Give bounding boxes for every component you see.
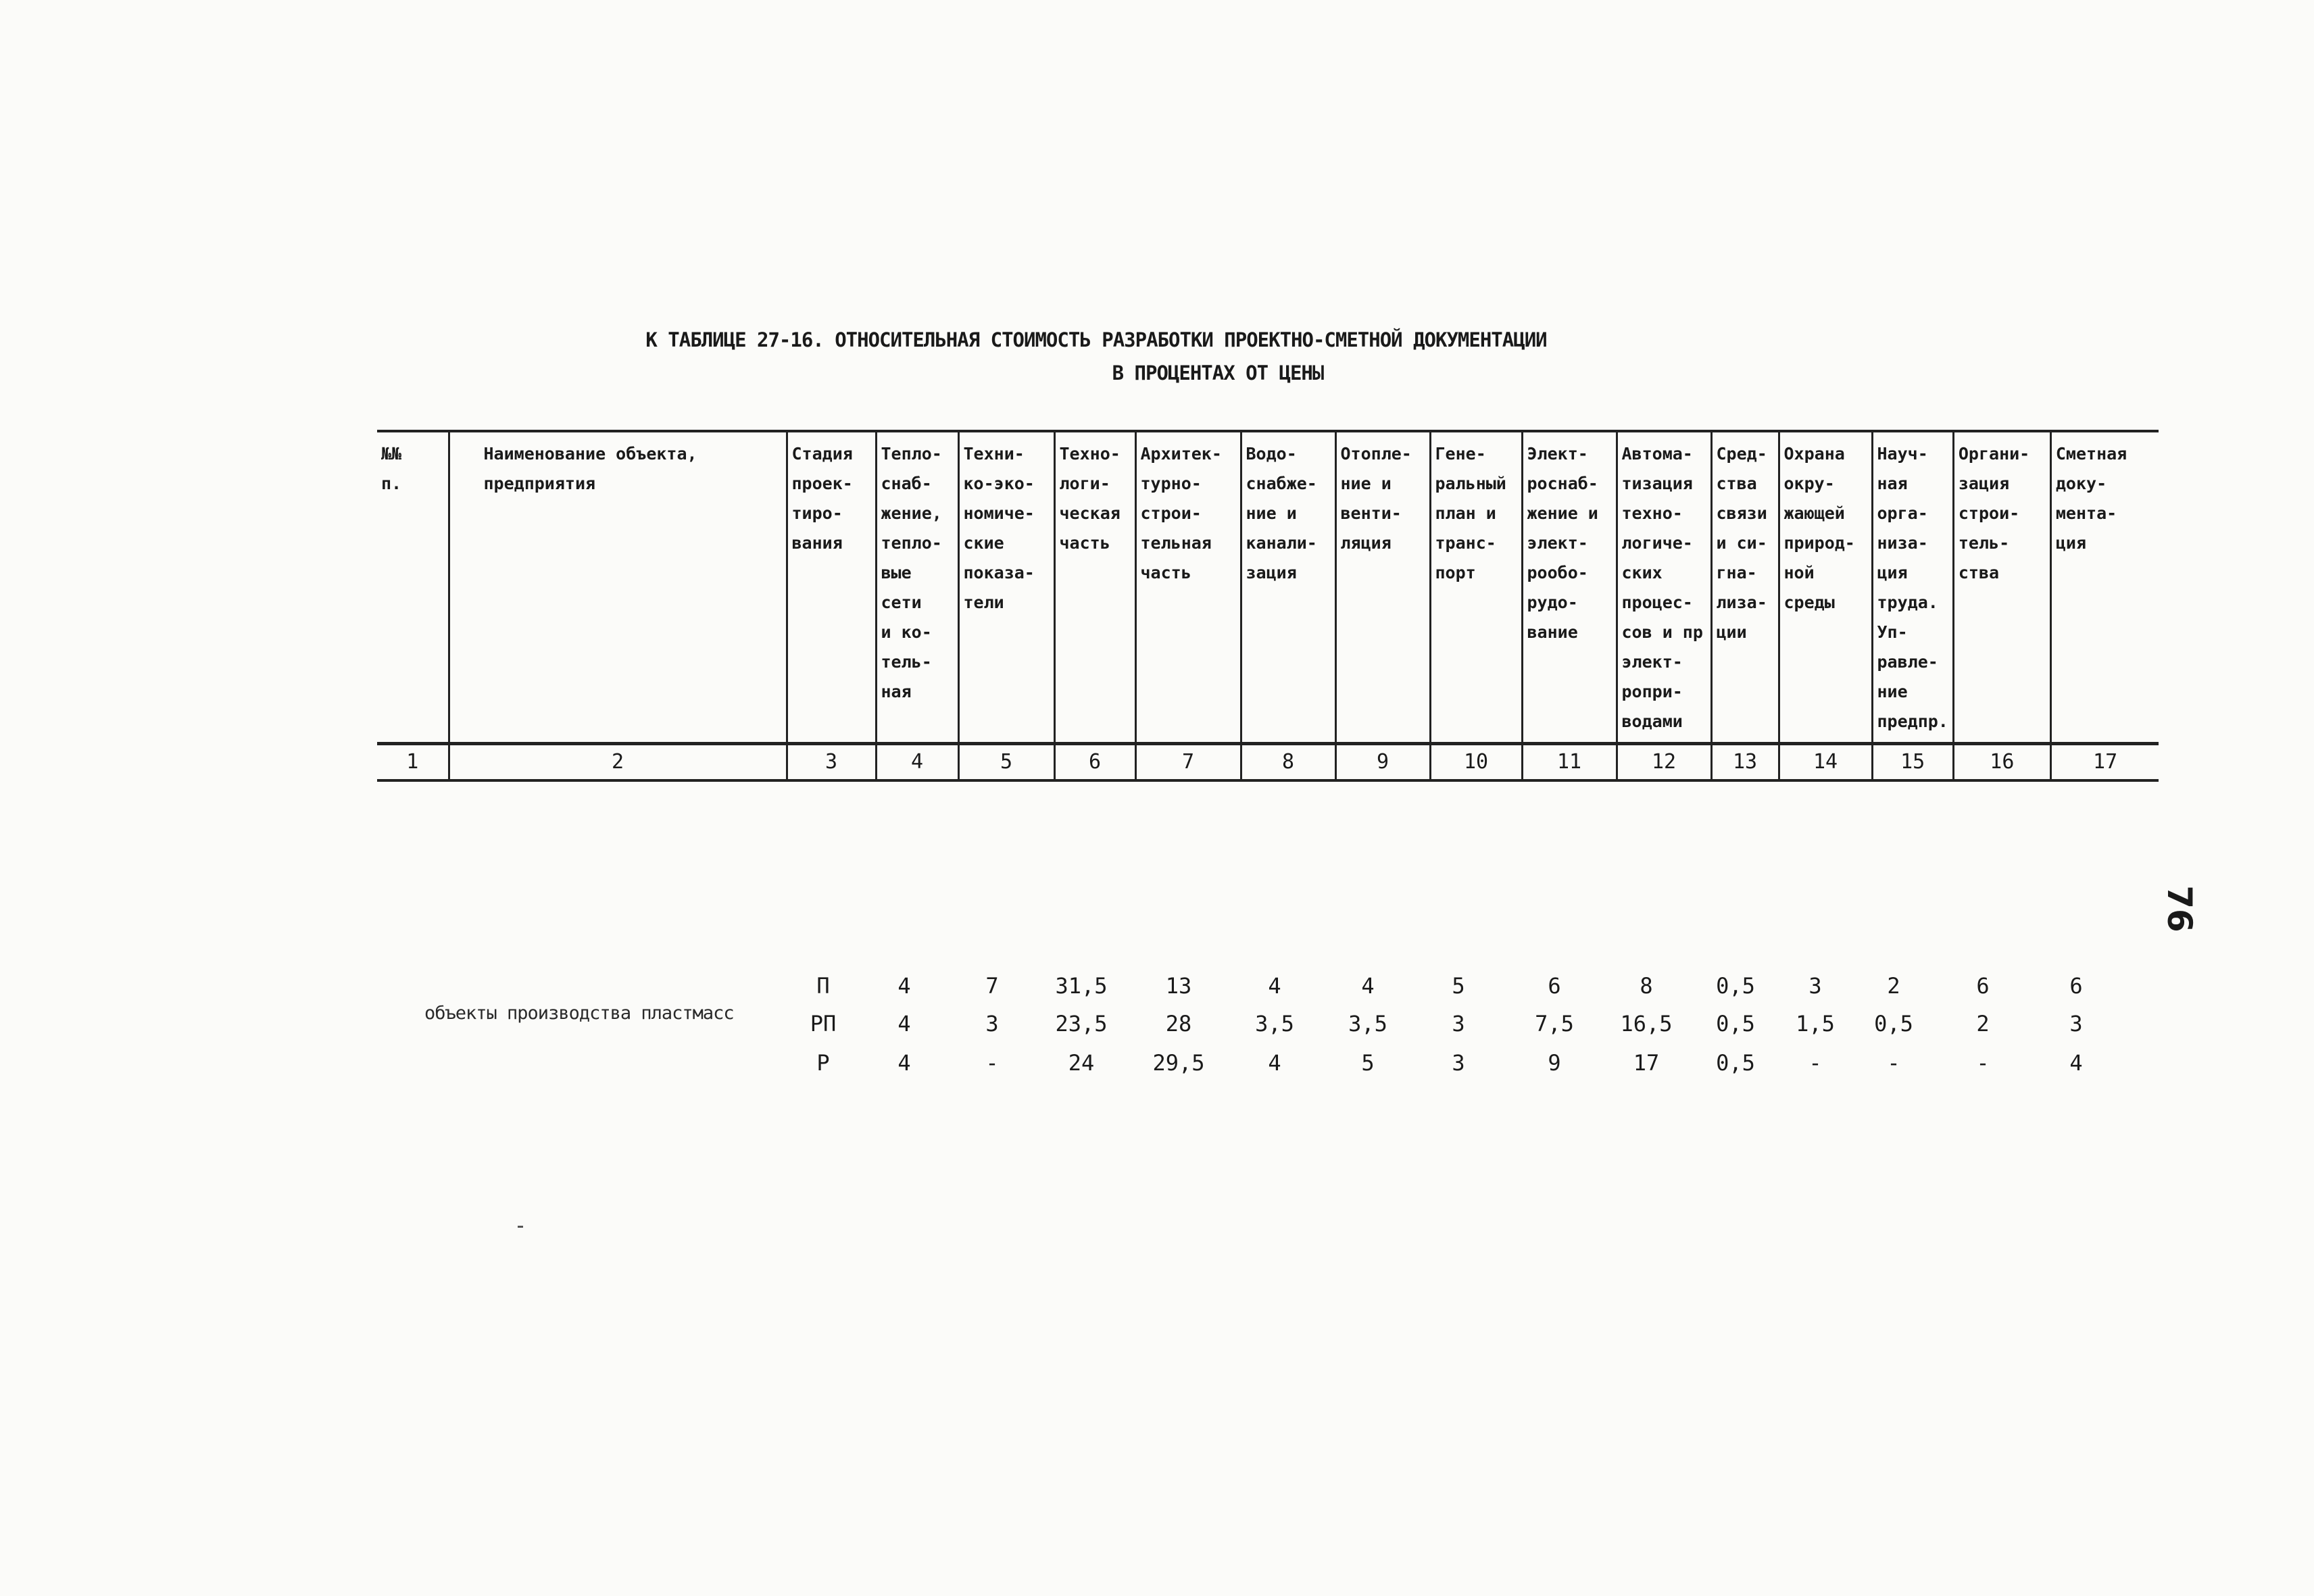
value-cell: -	[1887, 1050, 1900, 1076]
column-number-4: 4	[876, 744, 958, 781]
column-header-4: Тепло- снаб- жение, тепло- вые сети и ко- тель- ная	[876, 431, 958, 744]
column-header-7: Архитек- турно- строи- тельная часть	[1135, 431, 1241, 744]
value-cell: 5	[1452, 973, 1465, 999]
column-number-15: 15	[1872, 744, 1953, 781]
column-number-17: 17	[2050, 744, 2159, 781]
header-table	[377, 430, 2159, 782]
column-number-9: 9	[1335, 744, 1430, 781]
value-cell: 2	[1887, 973, 1900, 999]
column-number-13: 13	[1711, 744, 1779, 781]
column-header-8: Водо- снабже- ние и канали- зация	[1241, 431, 1335, 744]
column-number-1: 1	[377, 744, 449, 781]
column-header-17: Сметная доку- мента- ция	[2050, 431, 2159, 744]
value-cell: 23,5	[1055, 1011, 1108, 1037]
value-cell: 4	[1268, 973, 1281, 999]
value-cell: 2	[1976, 1011, 1990, 1037]
column-number-6: 6	[1054, 744, 1135, 781]
value-cell: 9	[1548, 1050, 1561, 1076]
value-cell: 0,5	[1716, 1011, 1755, 1037]
value-cell: 4	[897, 973, 911, 999]
column-headers-row	[377, 431, 2159, 744]
value-cell: 3	[2069, 1011, 2083, 1037]
value-cell: 28	[1165, 1011, 1192, 1037]
stage-cell: Р	[816, 1050, 830, 1076]
column-numbers-row	[377, 744, 2159, 781]
column-number-7: 7	[1135, 744, 1241, 781]
column-header-14: Охрана окру- жающей природ- ной среды	[1779, 431, 1872, 744]
value-cell: 31,5	[1055, 973, 1108, 999]
value-cell: 3	[1452, 1011, 1465, 1037]
table-row	[0, 973, 2314, 1000]
value-cell: 3	[1452, 1050, 1465, 1076]
value-cell: 6	[2069, 973, 2083, 999]
value-cell: 3,5	[1255, 1011, 1294, 1037]
value-cell: 4	[2069, 1050, 2083, 1076]
page-number: 76	[2159, 885, 2199, 932]
column-header-1: №№ п.	[377, 431, 449, 744]
table-subtitle: В ПРОЦЕНТАХ ОТ ЦЕНЫ	[1112, 361, 1324, 384]
value-cell: 1,5	[1796, 1011, 1835, 1037]
column-header-16: Органи- зация строи- тель- ства	[1953, 431, 2050, 744]
table-title: К ТАБЛИЦЕ 27-16. ОТНОСИТЕЛЬНАЯ СТОИМОСТЬ РАЗРАБОТКИ ПРОЕКТНО-СМЕТНОЙ ДОКУМЕНТАЦИИ	[645, 328, 1547, 351]
value-cell: 4	[897, 1050, 911, 1076]
column-header-2: Наименование объекта, предприятия	[449, 431, 787, 744]
value-cell: 4	[1361, 973, 1375, 999]
value-cell: 17	[1633, 1050, 1660, 1076]
value-cell: 6	[1548, 973, 1561, 999]
table-row	[0, 1050, 2314, 1077]
column-header-9: Отопле- ние и венти- ляция	[1335, 431, 1430, 744]
value-cell: 7	[985, 973, 999, 999]
value-cell: 0,5	[1716, 973, 1755, 999]
column-header-3: Стадия проек- тиро- вания	[787, 431, 876, 744]
value-cell: -	[1976, 1050, 1990, 1076]
column-number-2: 2	[449, 744, 787, 781]
value-cell: 0,5	[1874, 1011, 1913, 1037]
column-header-12: Автома- тизация техно- логиче- ских процес- сов и пр элект- ропри- водами	[1617, 431, 1711, 744]
value-cell: -	[985, 1050, 999, 1076]
column-header-15: Науч- ная орга- низа- ция труда. Уп- равле- ние предпр.	[1872, 431, 1953, 744]
value-cell: 4	[897, 1011, 911, 1037]
value-cell: 4	[1268, 1050, 1281, 1076]
value-cell: 5	[1361, 1050, 1375, 1076]
column-number-3: 3	[787, 744, 876, 781]
value-cell: 3	[1808, 973, 1822, 999]
value-cell: 6	[1976, 973, 1990, 999]
value-cell: 13	[1165, 973, 1192, 999]
column-number-10: 10	[1430, 744, 1522, 781]
column-header-5: Техни- ко-эко- номиче- ские показа- тели	[958, 431, 1054, 744]
value-cell: -	[1808, 1050, 1822, 1076]
column-number-16: 16	[1953, 744, 2050, 781]
value-cell: 7,5	[1535, 1011, 1574, 1037]
column-number-12: 12	[1617, 744, 1711, 781]
stage-cell: П	[816, 973, 830, 999]
column-number-14: 14	[1779, 744, 1872, 781]
value-cell: 0,5	[1716, 1050, 1755, 1076]
stage-cell: РП	[810, 1011, 837, 1037]
column-number-5: 5	[958, 744, 1054, 781]
value-cell: 24	[1068, 1050, 1095, 1076]
table-row	[0, 1011, 2314, 1038]
object-name: объекты производства пластмасс	[424, 1003, 734, 1024]
column-header-10: Гене- ральный план и транс- порт	[1430, 431, 1522, 744]
value-cell: 16,5	[1620, 1011, 1673, 1037]
column-header-11: Элект- роснаб- жение и элект- рообо- рудо- вание	[1522, 431, 1617, 744]
value-cell: 3,5	[1348, 1011, 1387, 1037]
value-cell: 3	[985, 1011, 999, 1037]
value-cell: 29,5	[1152, 1050, 1205, 1076]
column-header-6: Техно- логи- ческая часть	[1054, 431, 1135, 744]
column-number-11: 11	[1522, 744, 1617, 781]
column-number-8: 8	[1241, 744, 1335, 781]
column-header-13: Сред- ства связи и си- гна- лиза- ции	[1711, 431, 1779, 744]
value-cell: 8	[1640, 973, 1653, 999]
scan-speck	[518, 1226, 523, 1228]
